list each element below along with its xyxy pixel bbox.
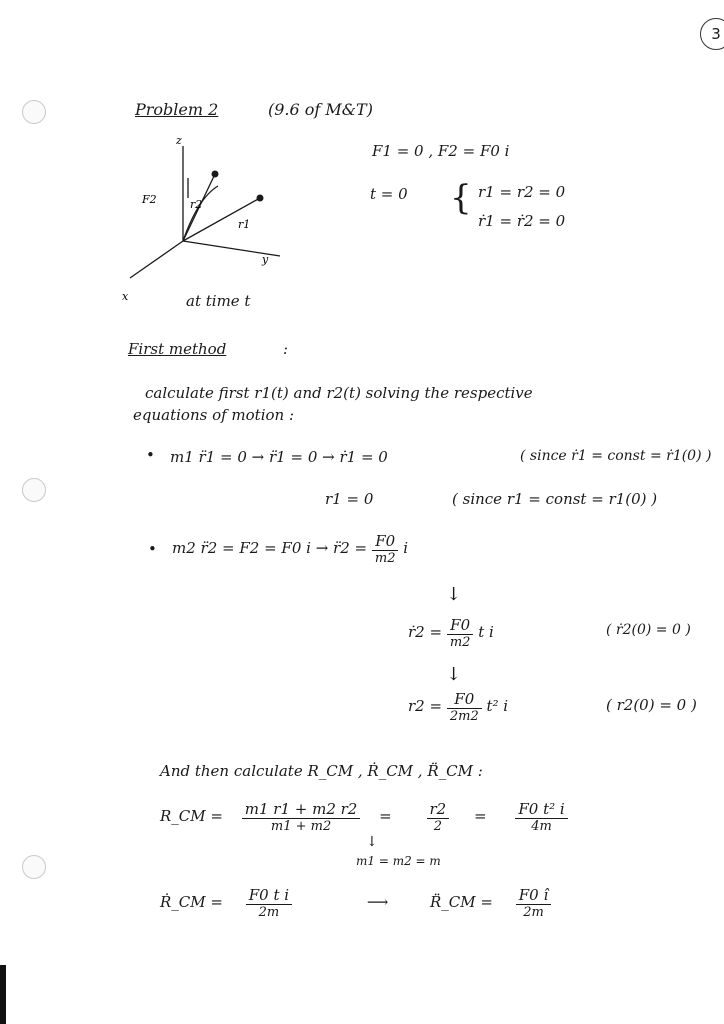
equation-3-fraction: $\frac{F0}{m2}$	[372, 532, 399, 566]
page-number: 3	[700, 18, 724, 50]
punch-hole-top	[22, 100, 46, 124]
equation-4-fraction: $\frac{F0}{m2}$	[447, 616, 474, 650]
rcm-equals-2: =	[474, 807, 487, 825]
equation-4-left: ṙ2 =	[408, 623, 443, 641]
equation-1-note: ( since ṙ1 = const = ṙ1(0) )	[520, 448, 712, 464]
equation-4-tail: t i	[478, 623, 494, 641]
punch-hole-bottom	[22, 855, 46, 879]
velocity-condition: ṙ1 = ṙ2 = 0	[478, 212, 566, 230]
equation-4	[408, 616, 494, 650]
rcm-equals-1: =	[379, 807, 392, 825]
particle-1-dot	[257, 195, 264, 202]
rcm-left: R_CM =	[160, 807, 223, 825]
equation-5-left: r2 =	[408, 697, 443, 715]
then-line: And then calculate R_CM , Ṙ_CM , R̈_CM :	[160, 762, 483, 780]
x-axis-label: x	[122, 290, 129, 303]
intro-line-2: equations of motion :	[133, 406, 295, 424]
rcm-down-arrow: ↓	[366, 834, 378, 850]
equation-3-left: m2 r̈2 = F2 = F0 i → r̈2 =	[172, 539, 368, 557]
down-arrow-2: ↓	[446, 664, 462, 685]
rcm-result-fraction: $\frac{\text{F0 t² i}}{4m}$	[515, 800, 567, 834]
acm-fraction: $\frac{F0 î}{2m}$	[516, 886, 552, 920]
rcm-mid-fraction: $\frac{r2}{2}$	[427, 800, 450, 834]
vcm-left: Ṙ_CM =	[160, 893, 223, 911]
problem-reference: (9.6 of M&T)	[268, 100, 373, 119]
equation-4-note: ( ṙ2(0) = 0 )	[606, 622, 691, 638]
first-method-colon: :	[283, 340, 289, 358]
r2-label: r2	[190, 198, 203, 211]
x-axis	[130, 241, 183, 278]
equation-3-tail: i	[403, 539, 409, 557]
equation-2-note: ( since r1 = const = r1(0) )	[452, 490, 658, 508]
vcm-fraction: $\frac{\text{F0 t i}}{2m}$	[246, 886, 292, 920]
intro-line-1: calculate first r1(t) and r2(t) solving the respective	[145, 384, 533, 402]
position-condition: r1 = r2 = 0	[478, 183, 566, 201]
equation-1: m1 r̈1 = 0 → r̈1 = 0 → ṙ1 = 0	[170, 448, 388, 466]
down-arrow-1: ↓	[446, 584, 462, 605]
scan-edge	[0, 965, 6, 1024]
vcm-equation	[160, 886, 388, 920]
acm-left: R̈_CM =	[430, 893, 493, 911]
problem-title: Problem 2	[135, 100, 219, 119]
particle-2-dot	[212, 171, 219, 178]
equation-5-note: ( r2(0) = 0 )	[606, 696, 697, 714]
force-conditions: F1 = 0 , F2 = F0 i	[372, 142, 510, 160]
y-axis-label: y	[262, 253, 269, 266]
acm-equation	[430, 886, 551, 920]
rcm-equation	[160, 800, 568, 834]
first-method-heading: First method	[128, 340, 227, 358]
equation-2: r1 = 0	[325, 490, 374, 508]
punch-hole-middle	[22, 478, 46, 502]
f2-label: F2	[142, 193, 157, 206]
bullet-2: •	[148, 540, 157, 558]
rcm-fraction: $\frac{m1 r1 + m2 r2}{m1 + m2}$	[242, 800, 361, 834]
r1-label: r1	[238, 218, 251, 231]
vcm-arrow: ⟶	[366, 893, 389, 911]
rcm-mass-condition: m1 = m2 = m	[356, 854, 441, 868]
equation-5-fraction: $\frac{F0}{2m2}$	[447, 690, 482, 724]
diagram-caption: at time t	[186, 292, 251, 310]
z-axis-label: z	[176, 134, 182, 147]
vector-diagram	[110, 128, 310, 318]
equation-5	[408, 690, 508, 724]
equation-5-tail: t² i	[486, 697, 509, 715]
t-zero-label: t = 0	[370, 185, 408, 203]
brace: {	[450, 178, 472, 218]
equation-3	[172, 532, 408, 566]
bullet-1: •	[146, 446, 155, 464]
